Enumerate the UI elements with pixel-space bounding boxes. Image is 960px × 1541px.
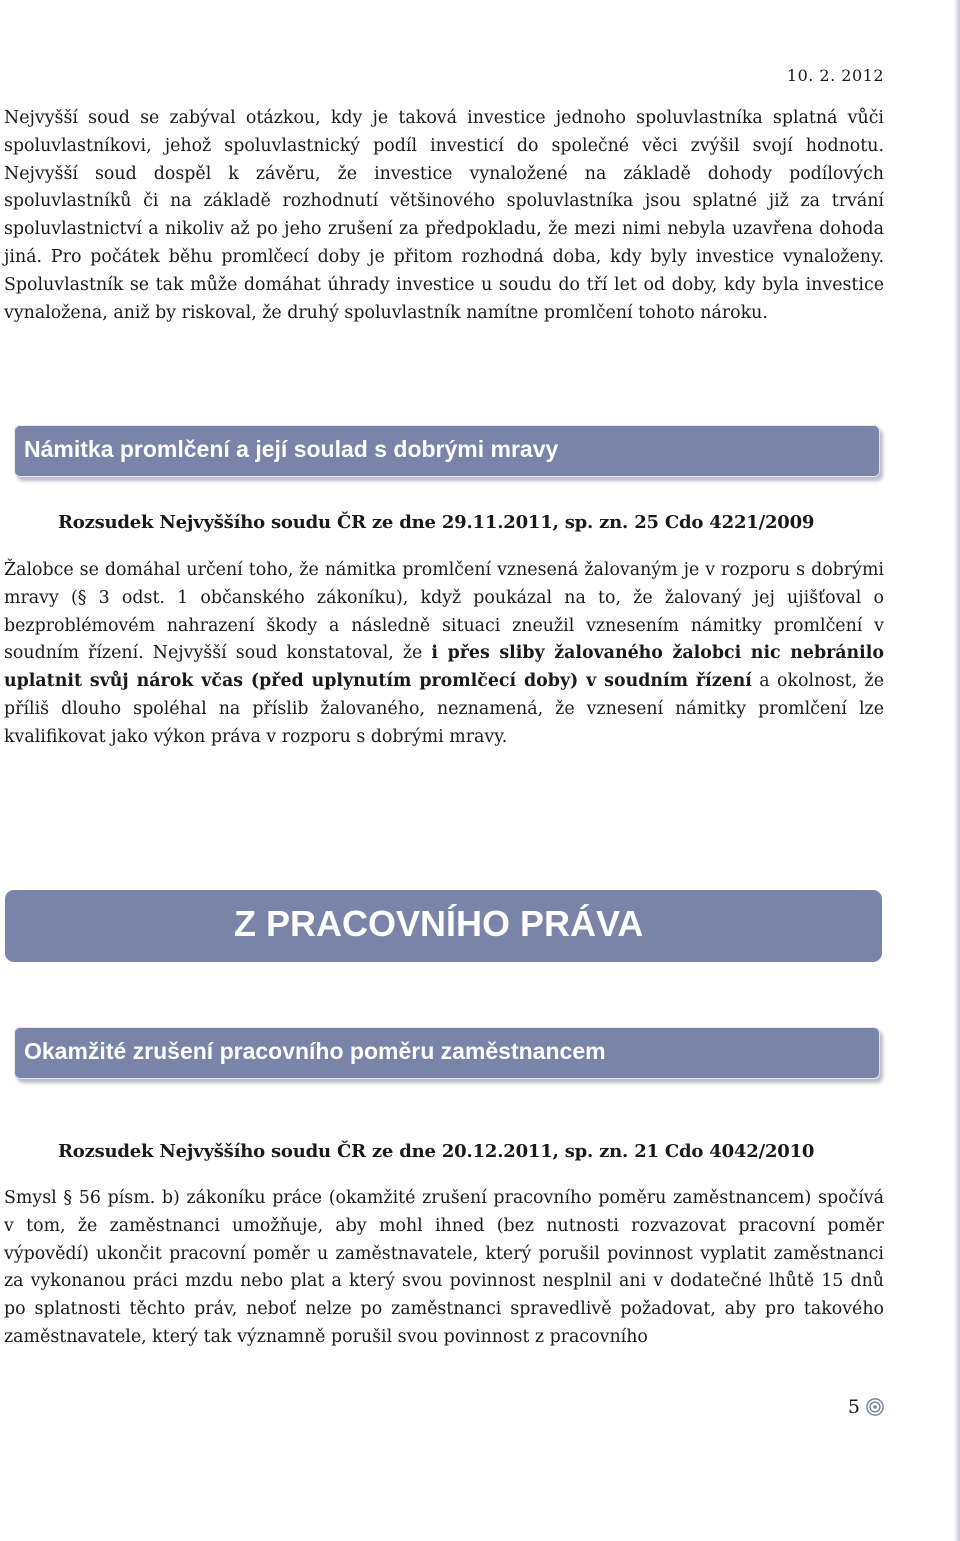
section2-text-after: a okolnost, že příliš dlouho spoléhal na příslib žalovaného, neznamená, že vznesení námitky promlčení lze kvalifikovat jako výkon práva v rozporu s dobrými mravy. — [4, 671, 884, 747]
ruling-citation: Rozsudek Nejvyššího soudu ČR ze dne 20.12.2011, sp. zn. 21 Cdo 4042/2010 — [58, 1141, 815, 1162]
ruling-citation: Rozsudek Nejvyššího soudu ČR ze dne 29.11.2011, sp. zn. 25 Cdo 4221/2009 — [58, 512, 815, 533]
section-banner-statute-limitation — [14, 425, 880, 477]
section3-paragraph: Smysl § 56 písm. b) zákoníku práce (okamžité zrušení pracovního poměru zaměstnancem) spočívá v tom, že zaměstnanci umožňuje, aby mohl ihned (bez nutnosti rozvazovat pracovní poměr výpovědí) ukončit pracovní poměr u zaměstnavatele, který porušil povinnost vyplatit zaměstnanci za vykonanou práci mzdu nebo plat a který svou povinnost nesplnil ani v dodatečné lhůtě 15 dnů po splatnosti těchto práv, neboť nelze po zaměstnanci spravedlivě požadovat, aby pro takového zaměstnavatele, který tak významně porušil svou povinnost z pracovního — [4, 1188, 884, 1347]
chapter-title: Z PRACOVNÍHO PRÁVA — [234, 903, 644, 944]
section-banner-title: Okamžité zrušení pracovního poměru zaměstnancem — [24, 1038, 606, 1064]
section2-text-before: Žalobce se domáhal určení toho, že námitka promlčení vznesená žalovaným je v rozporu s dobrými mravy (§ 3 odst. 1 občanského zákoníku), když poukázal na to, že žalovaný jej ujišťoval o bezproblémovém nahrazení škody a následně situaci zneužil vznesením námitky promlčení v soudním řízení. Nejvyšší soud konstatoval, že — [4, 560, 884, 664]
page-footer — [848, 1396, 884, 1418]
page-number: 5 — [847, 1396, 860, 1418]
section-banner-title: Námitka promlčení a její soulad s dobrými mravy — [24, 436, 559, 462]
page-edge-shadow — [954, 0, 960, 1541]
chapter-banner — [5, 890, 882, 962]
target-circle-icon — [866, 1398, 884, 1416]
header-date: 10. 2. 2012 — [786, 66, 884, 85]
section1-paragraph: Nejvyšší soud se zabýval otázkou, kdy je taková investice jednoho spoluvlastníka splatná vůči spoluvlastníkovi, jehož spoluvlastnický podíl investicí do společné věci zvýšil svojí hodnotu. Nejvyšší soud dospěl k závěru, že investice vynaložené na základě dohody podílových spoluvlastníků či na základě rozhodnutí většinového spoluvlastníka jsou splatné již za trvání spoluvlastnictví a nikoliv až po jeho zrušení za předpokladu, že mezi nimi nebyla uzavřena dohoda jiná. Pro počátek běhu promlčecí doby je přitom rozhodná doba, kdy byly investice vynaloženy. Spoluvlastník se tak může domáhat úhrady investice u soudu do tří let od doby, kdy byla investice vynaložena, aniž by riskoval, že druhý spoluvlastník namítne promlčení tohoto nároku. — [4, 108, 884, 323]
section2-text-emphasis: i přes sliby žalovaného žalobci nic nebránilo uplatnit svůj nárok včas (před uplynutím promlčecí doby) v soudním řízení — [4, 643, 884, 692]
section2-paragraph — [4, 557, 884, 752]
section-banner-employment-termination — [14, 1027, 880, 1079]
